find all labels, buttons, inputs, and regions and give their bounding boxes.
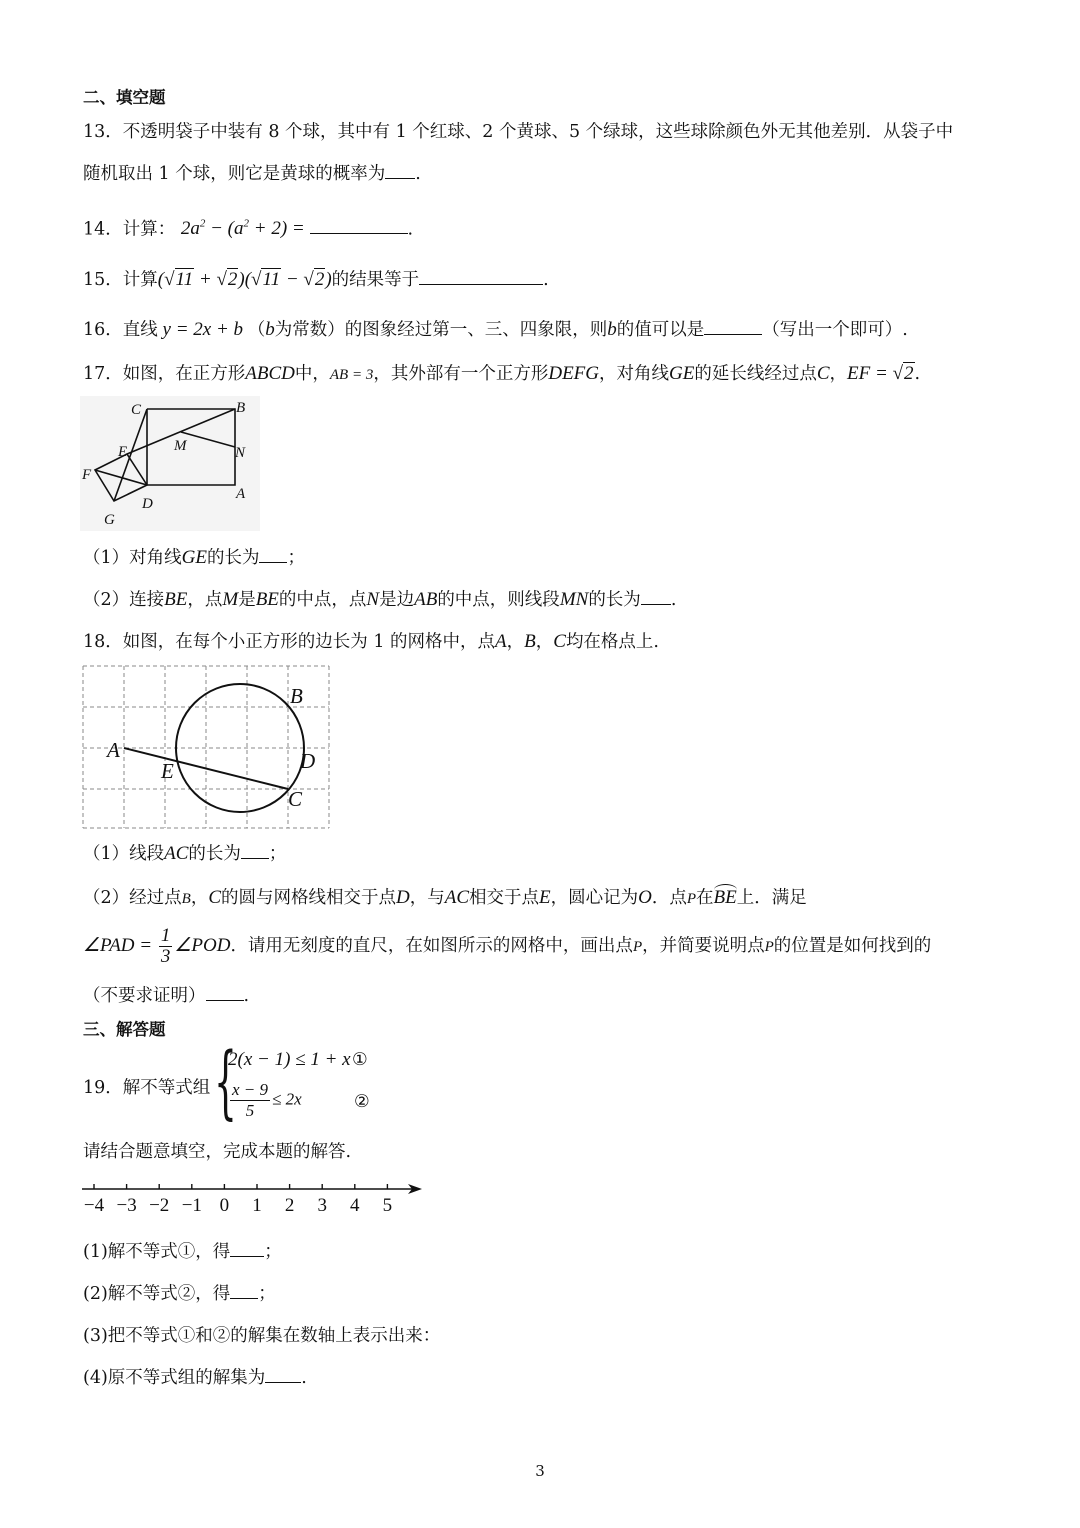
- comma: ，: [506, 632, 525, 652]
- q17-sub2: （2）连接BE，点M是BE的中点，点N是边AB的中点，则线段MN的长为 .: [83, 589, 677, 610]
- number-line-tick-label: 5: [382, 1195, 393, 1216]
- q19-prefix: 19．解不等式组: [83, 1078, 211, 1098]
- number-line-tick-label: 0: [219, 1195, 230, 1216]
- var-ab: AB: [414, 589, 438, 610]
- q18-sub2-text: ，并简要说明点: [642, 936, 765, 956]
- q18-grid-figure: [82, 665, 332, 831]
- q16-prefix: 16．直线: [83, 320, 158, 340]
- q18-sub2-text: 相交于点: [469, 888, 540, 908]
- fig17-label-f: F: [82, 467, 92, 483]
- var-b: b: [265, 319, 275, 340]
- fraction-one-third: [159, 926, 173, 967]
- q15-expression: (√11 + √2)(√11 − √2): [157, 269, 332, 290]
- q18-sub2-line1: [83, 884, 807, 911]
- var-b: B: [524, 631, 536, 652]
- fig17-label-m: M: [174, 438, 187, 454]
- var-ge: GE: [181, 547, 207, 568]
- q17-sub2-text: 的中点，则线段: [437, 590, 560, 610]
- q18-sub2-text: ．点: [651, 888, 687, 908]
- q19-s1-text: (1)解不等式①，得: [83, 1242, 231, 1262]
- var-c: C: [208, 887, 221, 908]
- var-be: BE: [255, 589, 279, 610]
- q19-s2: (2)解不等式②，得 ；: [83, 1284, 276, 1304]
- angle-pod: ∠POD: [174, 935, 231, 956]
- q16-line-equation: y = 2x + b: [157, 319, 248, 340]
- var-abcd: ABCD: [245, 363, 295, 384]
- answer-blank: [310, 217, 408, 234]
- answer-blank: [704, 318, 762, 335]
- q16-paren: （: [247, 320, 266, 340]
- answer-blank: [419, 268, 543, 285]
- section-heading-solve: 三、解答题: [83, 1020, 166, 1039]
- q17-text: 17．如图，在正方形: [83, 364, 246, 384]
- ineq2-num: x − 9: [232, 1080, 269, 1099]
- q19-s4-text: (4)原不等式组的解集为: [83, 1368, 266, 1388]
- q13-line2: 随机取出 1 个球，则它是黄球的概率为 .: [83, 164, 421, 184]
- q17-sub2-text: （2）连接: [83, 590, 165, 610]
- fig18-label-e: E: [161, 759, 174, 783]
- q18-sub2-text: ，圆心记为: [550, 888, 639, 908]
- answer-blank: [206, 984, 244, 1001]
- page-number: 3: [535, 1462, 545, 1480]
- var-e: E: [539, 887, 551, 908]
- q18-text: 18．如图，在每个小正方形的边长为 1 的网格中，点: [83, 632, 496, 652]
- number-line-tick-label: 4: [350, 1195, 360, 1216]
- fig18-label-d: D: [300, 749, 316, 773]
- number-line-tick-label: −2: [149, 1195, 170, 1216]
- var-o: O: [638, 887, 652, 908]
- q17-text: ，对角线: [599, 364, 669, 384]
- q18-sub1-text: 的长为: [188, 844, 241, 864]
- var-p: P: [686, 891, 697, 907]
- q15-suffix: 的结果等于: [331, 270, 420, 290]
- mark-1: ①: [352, 1050, 368, 1070]
- fig17-label-d: D: [142, 496, 153, 512]
- fig18-label-a: A: [107, 738, 120, 762]
- var-ac: AC: [164, 843, 189, 864]
- q18-sub2-text: 上．满足: [736, 888, 807, 908]
- q14: 14．计算： $2a^2 - (a^2 + 2)$ = .: [83, 218, 414, 240]
- q16-suffix: （写出一个即可）.: [762, 320, 908, 340]
- var-a: A: [495, 631, 507, 652]
- answer-blank: [385, 162, 415, 179]
- number-line-tick-label: 1: [252, 1195, 262, 1216]
- q18-sub1-text: （1）线段: [83, 844, 165, 864]
- q18-sub1: （1）线段AC的长为 ；: [83, 843, 287, 864]
- frac-num: 1: [160, 925, 171, 946]
- q18-sub2-text: 的位置是如何找到的: [773, 936, 932, 956]
- q13-line1: 13．不透明袋子中装有 8 个球，其中有 1 个红球、2 个黄球、5 个绿球，这些球除颜色外无其他差别．从袋子中: [83, 122, 954, 142]
- q17-text: 中，: [294, 364, 330, 384]
- q17-text: 的延长线经过点: [694, 364, 817, 384]
- q18-sub2-line3: （不要求证明） .: [83, 986, 250, 1006]
- comma: ，: [535, 632, 554, 652]
- q17-sub2-text: 是: [238, 590, 256, 610]
- var-b: b: [607, 319, 617, 340]
- var-be: BE: [164, 589, 188, 610]
- fig17-label-g: G: [104, 512, 115, 528]
- ineq-1: 2(x − 1) ≤ 1 + x: [228, 1049, 351, 1070]
- q13-text: 随机取出 1 个球，则它是黄球的概率为: [83, 164, 386, 184]
- segment-ac: [124, 748, 288, 789]
- q17-sub1-text: （1）对角线: [83, 548, 182, 568]
- ineq-2: [228, 1080, 302, 1121]
- q18-sub2-text: ．请用无刻度的直尺，在如图所示的网格中，画出点: [230, 936, 633, 956]
- fig18-label-b: B: [290, 684, 303, 708]
- answer-blank: [641, 588, 671, 605]
- system-brace: {: [214, 1035, 237, 1128]
- var-d: D: [396, 887, 410, 908]
- number-line: [80, 1178, 430, 1218]
- number-line-tick-label: −1: [181, 1195, 202, 1216]
- q16-mid: 为常数）的图象经过第一、三、四象限，则: [274, 320, 608, 340]
- answer-blank: [241, 842, 269, 859]
- q17-stem: 17．如图，在正方形ABCD中，AB = 3，其外部有一个正方形DEFG，对角线GE的延长线经过点C，EF = √2.: [83, 363, 921, 384]
- section-heading-fill-in: 二、填空题: [83, 88, 166, 107]
- q17-sub2-text: 是边: [379, 590, 415, 610]
- ineq2-den: 5: [245, 1101, 255, 1120]
- q17-text: ，其外部有一个正方形: [373, 364, 549, 384]
- var-ab3: AB = 3: [329, 367, 374, 383]
- var-p: P: [632, 939, 643, 955]
- q18-sub2-text: 在: [696, 888, 714, 908]
- answer-blank: [230, 1282, 258, 1299]
- q18-sub2-text: ，与: [409, 888, 445, 908]
- fig17-label-c: C: [131, 402, 142, 418]
- q16-mid3: 的值可以是: [616, 320, 705, 340]
- var-m: M: [222, 589, 239, 610]
- q17-text: ，: [829, 364, 848, 384]
- q17-sub1-text: 的长为: [206, 548, 260, 568]
- q19-s4: (4)原不等式组的解集为 .: [83, 1368, 307, 1388]
- var-p: P: [764, 939, 774, 955]
- answer-blank: [230, 1240, 264, 1257]
- var-ac: AC: [444, 887, 470, 908]
- fig17-label-e: E: [118, 444, 128, 460]
- q16: [83, 318, 908, 342]
- q17-sub1: （1）对角线GE的长为 ；: [83, 547, 305, 568]
- q18-text: 均在格点上.: [565, 632, 659, 652]
- q14-prefix: 14．计算：: [83, 219, 176, 240]
- fig17-label-b: B: [236, 400, 246, 416]
- var-c: C: [553, 631, 566, 652]
- var-b: B: [181, 891, 191, 907]
- var-c: C: [816, 363, 830, 384]
- q19-s2-text: (2)解不等式②，得: [83, 1284, 231, 1304]
- var-n: N: [366, 589, 380, 610]
- arc-be: BE: [714, 884, 737, 910]
- q19-instruction: 请结合题意填空，完成本题的解答.: [83, 1142, 352, 1162]
- ineq2-rhs: ≤ 2x: [272, 1089, 302, 1109]
- sqrt2: √2: [892, 363, 914, 384]
- mark-2: ②: [354, 1092, 370, 1112]
- q18-stem: [83, 630, 659, 654]
- number-line-tick-label: −4: [83, 1195, 105, 1216]
- fig17-label-a: A: [236, 486, 246, 502]
- answer-blank: [265, 1366, 301, 1383]
- q18-sub2-line2: [83, 926, 931, 967]
- answer-blank: [259, 546, 287, 563]
- var-ge: GE: [669, 363, 695, 384]
- q17-sub2-text: 的长为: [588, 590, 641, 610]
- q19-s3: (3)把不等式①和②的解集在数轴上表示出来：: [83, 1326, 441, 1346]
- q17-sub2-text: 的中点，点: [278, 590, 367, 610]
- var-defg: DEFG: [548, 363, 599, 384]
- q14-expression: $2a^2 - (a^2 + 2)$ =: [180, 218, 310, 240]
- number-line-tick-label: −3: [116, 1195, 137, 1216]
- comma: ，: [190, 888, 209, 908]
- var-mn: MN: [559, 589, 589, 610]
- q18-sub2-text: （2）经过点: [83, 888, 182, 908]
- ineq2-fraction: [230, 1080, 270, 1121]
- q18-sub2-text: 的圆与网格线相交于点: [221, 888, 396, 908]
- q15: 15．计算(√11 + √2)(√11 − √2)的结果等于 .: [83, 269, 549, 290]
- fig17-label-n: N: [235, 445, 246, 461]
- frac-den: 3: [160, 946, 171, 967]
- q15-prefix: 15．计算: [83, 270, 158, 290]
- angle-pad: ∠PAD =: [83, 935, 157, 956]
- q17-figure: [80, 396, 260, 531]
- fig18-label-c: C: [288, 787, 303, 811]
- var-ef: EF =: [847, 363, 893, 384]
- q17-sub2-text: ，点: [187, 590, 223, 610]
- q19-s1: (1)解不等式①，得 ；: [83, 1242, 282, 1262]
- q18-sub2-text: （不要求证明）: [83, 986, 206, 1006]
- number-line-tick-label: 3: [317, 1195, 327, 1216]
- number-line-tick-label: 2: [284, 1195, 295, 1216]
